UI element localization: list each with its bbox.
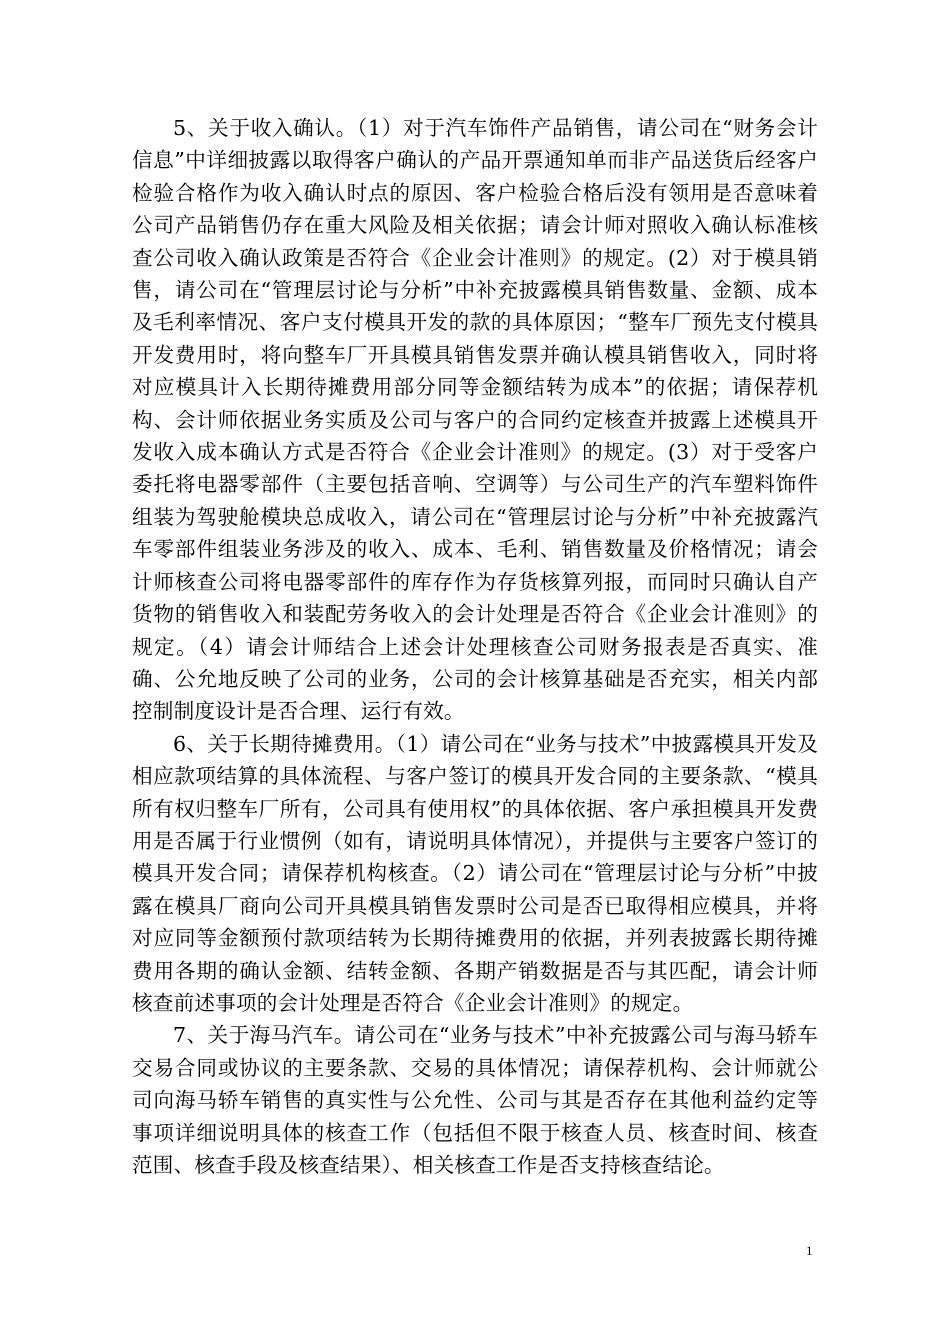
paragraph-revenue-recognition: 5、关于收入确认。（1）对于汽车饰件产品销售，请公司在“财务会计信息”中详细披露以取得客户确认的产品开票通知单而非产品送货后经客户检验合格作为收入确认时点的原因、客户检验合格后没有领用是否意味着公司产品销售仍存在重大风险及相关依据；请会计师对照收入确认标准核查公司收入确认政策是否符合《企业会计准则》的规定。(2）对于模具销售，请公司在“管理层讨论与分析”中补充披露模具销售数量、金额、成本及毛利率情况、客户支付模具开发的款的具体原因；“整车厂预先支付模具开发费用时，将向整车厂开具模具销售发票并确认模具销售收入，同时将对应模具计入长期待摊费用部分同等金额结转为成本”的依据；请保荐机构、会计师依据业务实质及公司与客户的合同约定核查并披露上述模具开发收入成本确认方式是否符合《企业会计准则》的规定。(3）对于受客户委托将电器零部件（主要包括音响、空调等）与公司生产的汽车塑料饰件组装为驾驶舱模块总成收入，请公司在“管理层讨论与分析”中补充披露汽车零部件组装业务涉及的收入、成本、毛利、销售数量及价格情况；请会计师核查公司将电器零部件的库存作为存货核算列报，而同时只确认自产货物的销售收入和装配劳务收入的会计处理是否符合《企业会计准则》的规定。（4）请会计师结合上述会计处理核查公司财务报表是否真实、准确、公允地反映了公司的业务，公司的会计核算基础是否充实，相关内部控制制度设计是否合理、运行有效。 bbox=[132, 116, 818, 724]
document-body bbox=[132, 112, 818, 1181]
page-number: 1 bbox=[806, 1243, 813, 1258]
paragraph-haima-automobile: 7、关于海马汽车。请公司在“业务与技术”中补充披露公司与海马轿车交易合同或协议的主要条款、交易的具体情况；请保荐机构、会计师就公司向海马轿车销售的真实性与公允性、公司与其是否存在其他利益约定等事项详细说明具体的核查工作（包括但不限于核查人员、核查时间、核查范围、核查手段及核查结果）、相关核查工作是否支持核查结论。 bbox=[132, 1023, 818, 1177]
paragraph-long-term-deferred-expenses: 6、关于长期待摊费用。（1）请公司在“业务与技术”中披露模具开发及相应款项结算的具体流程、与客户签订的模具开发合同的主要条款、“模具所有权归整车厂所有，公司具有使用权”的具体依据、客户承担模具开发费用是否属于行业惯例（如有，请说明具体情况），并提供与主要客户签订的模具开发合同；请保荐机构核查。（2）请公司在“管理层讨论与分析”中披露在模具厂商向公司开具模具销售发票时公司是否已取得相应模具，并将对应同等金额预付款项结转为长期待摊费用的依据，并列表披露长期待摊费用各期的确认金额、结转金额、各期产销数据是否与其匹配，请会计师核查前述事项的会计处理是否符合《企业会计准则》的规定。 bbox=[132, 731, 818, 1015]
